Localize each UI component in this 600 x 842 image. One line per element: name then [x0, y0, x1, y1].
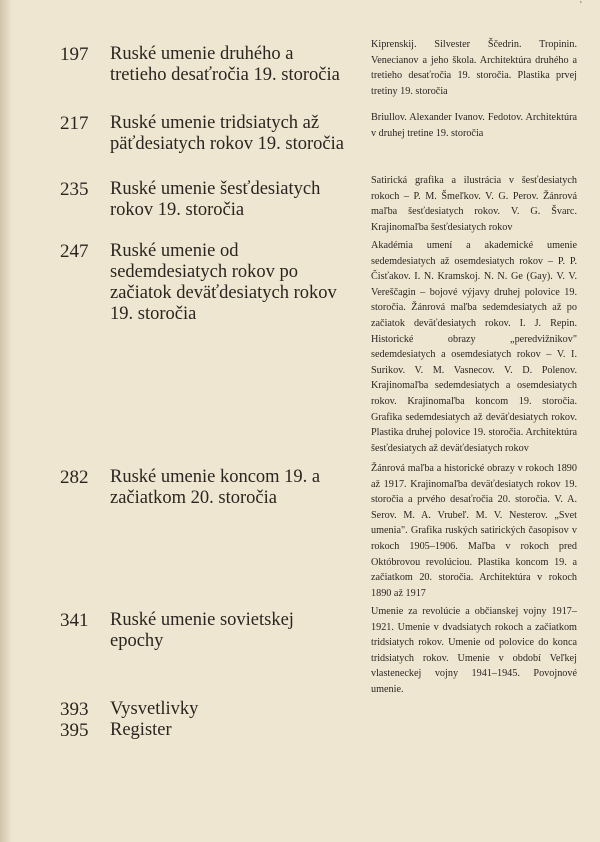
toc-chapter-title: Ruské umenie od sedemdesiatych rokov po začiatok deväťdesiatych rokov 19. storočia	[110, 241, 337, 324]
toc-chapter-title: Ruské umenie sovietskej epochy	[110, 610, 294, 651]
toc-chapter-description: Umenie za revolúcie a občianskej vojny 1917–1921. Umenie v dvadsiatych rokoch a začiatkom tridsiatych rokov. Umenie od polovice do konca tridsiatych rokov. Umenie v období Veľkej vlasteneckej vojny 1941–1945. Povojnové umenie.	[371, 606, 577, 695]
toc-page-number: 217	[60, 113, 89, 134]
toc-chapter-description: Akadémia umení a akademické umenie sedemdesiatych až osemdesiatych rokov – P. P. Čisťakov. I. N. Kramskoj. N. N. Ge (Gay). V. V. Vereščagin – bojové výjavy druhej polovice 19. storočia. Žánrová maľba sedemdesiatych až po začiatok deväťdesiatych rokov. I. J. Repin. Historické obrazy „peredvižnikov" sedemdesiatych a osemdesiatych rokov – V. I. Surikov. V. M. Vasnecov. V. D. Polenov. Krajinomaľba sedemdesiatych a osemdesiatych rokov. Krajinomaľba koncom 19. storočia. Grafika sedemdesiatych až deväťdesiatych rokov. Plastika druhej polovice 19. storočia. Architektúra šesťdesiatych až deväťdesiatych rokov	[371, 240, 577, 454]
page-binding-shadow	[0, 0, 12, 842]
toc-page-number: 282	[60, 467, 89, 488]
toc-page-number: 235	[60, 179, 89, 200]
toc-chapter-title: Ruské umenie druhého a tretieho desaťročia 19. storočia	[110, 44, 340, 85]
toc-chapter-title: Register	[110, 720, 172, 740]
toc-chapter-title: Ruské umenie koncom 19. a začiatkom 20. storočia	[110, 467, 321, 508]
toc-page-number: 393	[60, 699, 89, 720]
toc-page-number: 197	[60, 44, 89, 65]
toc-page-number: 247	[60, 241, 89, 262]
toc-chapter-description: Žánrová maľba a historické obrazy v rokoch 1890 až 1917. Krajinomaľba deväťdesiatych rokov 19. storočia a prvého desaťročia 20. storočia. V. A. Serov. M. A. Vrubeľ. M. V. Nesterov. „Svet umenia". Grafika ruských satirických časopisov v rokoch 1905–1906. Maľba v rokoch pred Októbrovou revolúciou. Plastika koncom 19. a začiatkom 20. storočia. Architektúra v rokoch 1890 až 1917	[371, 463, 577, 599]
toc-chapter-description: Kiprenskij. Silvester Ščedrin. Tropinin. Venecianov a jeho škola. Architektúra druhého a tretieho desaťročia 19. storočia. Plastika prvej tretiny 19. storočia	[371, 39, 577, 97]
toc-chapter-description: Satirická grafika a ilustrácia v šesťdesiatych rokoch – P. M. Šmeľkov. V. G. Perov. Žánrová maľba šesťdesiatych rokov. V. G. Švarc. Krajinomaľba šesťdesiatych rokov	[371, 175, 577, 233]
page-corner-mark: '	[580, 0, 582, 11]
toc-page-number: 395	[60, 720, 89, 741]
toc-chapter-title: Ruské umenie šesťdesiatych rokov 19. storočia	[110, 179, 321, 220]
toc-chapter-title: Ruské umenie tridsiatych až päťdesiatych rokov 19. storočia	[110, 113, 344, 154]
toc-page-number: 341	[60, 610, 89, 631]
toc-chapter-description: Briullov. Alexander Ivanov. Fedotov. Architektúra v druhej tretine 19. storočia	[371, 112, 577, 139]
toc-chapter-title: Vysvetlivky	[110, 699, 199, 719]
